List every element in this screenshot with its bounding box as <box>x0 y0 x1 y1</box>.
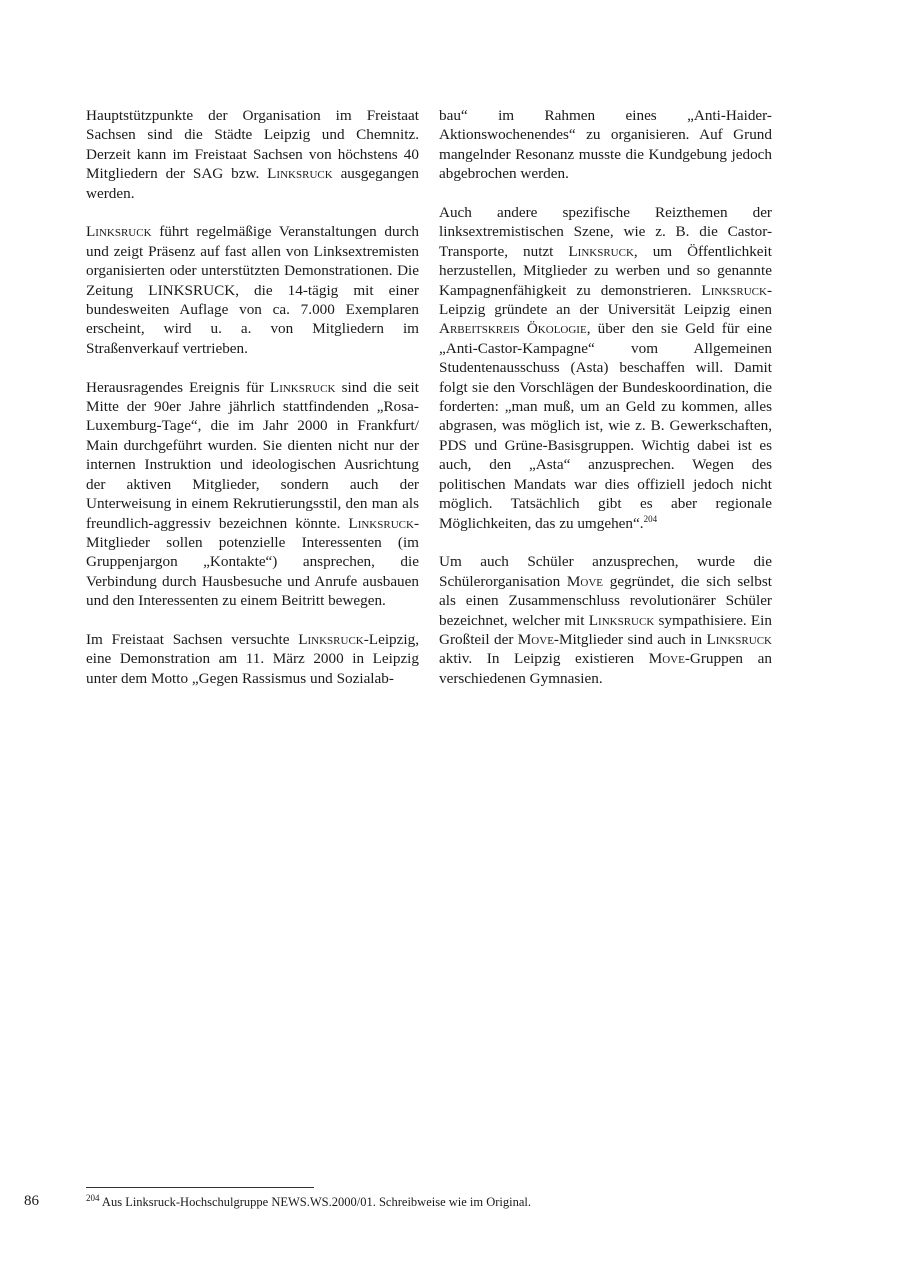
org-name: Linksruck <box>701 281 767 299</box>
org-name: Move <box>517 630 554 648</box>
text: sind die seit Mitte der 90er Jahre jährlich stattfindenden „Rosa-Luxemburg-Tage“, die im Jahr 2000 in Frankfurt/ Main durchgeführt wurden. Sie dienten nicht nur der internen Instruktion und ideologischen Ausrichtung der aktiven Mitglieder, sondern auch der Unterweisung in einem Rekrutierungsstil, den man als freundlich-aggressiv bezeichnen könnte. <box>86 378 420 532</box>
footnote-rule <box>86 1187 314 1188</box>
org-name: Linksruck <box>267 165 333 183</box>
text: -Mitglieder sollen potenzielle Interessenten (im Gruppenjargon „Kontakte“) ansprechen, die Verbindung durch Hausbesuche und Anrufe ausbauen und den Interessenten zu einem Beitritt bewegen. <box>86 514 419 610</box>
text: ausgegangen werden. <box>86 165 419 202</box>
text: führt regelmäßige Veranstaltungen durch und zeigt Präsenz auf fast allen von Linksextremisten organisierten oder unterstützten Demonstrationen. Die Zeitung LINKSRUCK, die 14-tägig mit einer bundesweiten Auflage von ca. 7.000 Exemplaren erscheint, wird u. a. von Mitgliedern im Straßenverkauf vertrieben. <box>86 223 419 357</box>
org-name: Linksruck <box>86 223 152 241</box>
paragraph: bau“ im Rahmen eines „Anti-Haider-Aktionswochenendes“ zu organisieren. Auf Grund mangelnder Resonanz musste die Kundgebung jedoch abgebrochen werden. <box>439 107 772 183</box>
paragraph <box>86 106 419 203</box>
org-name: Linksruck <box>269 378 336 396</box>
footnote-number: 204 <box>86 1192 100 1203</box>
text: -Leipzig, eine Demonstration am 11. März 2000 in Leipzig unter dem Motto „Gegen Rassismus und Sozialab- <box>86 630 419 687</box>
text: aktiv. In Leipzig existieren <box>439 650 649 668</box>
org-name: Linksruck <box>588 611 655 629</box>
page-number: 86 <box>24 1193 39 1209</box>
org-name: Linksruck <box>706 630 772 648</box>
org-name: Linksruck <box>568 242 634 260</box>
text: gegründet, die sich selbst als einen Zusammenschluss revolutionärer Schüler bezeichnet, welcher mit <box>439 572 772 629</box>
left-column <box>86 106 419 708</box>
text: , über den sie Geld für eine „Anti-Castor-Kampagne“ vom Allgemeinen Studentenausschuss (Asta) beschaffen will. Damit folgt sie den Vorschlägen der Bundeskoordination, die forderten: „man muß, um an Geld zu kommen, alles abgrasen, was möglich ist, wie z. B. Gewerkschaften, PDS und Grüne-Basisgruppen. Wichtig dabei ist es auch, den „Asta“ anzusprechen. Wegen des politischen Mandats war dies offiziell jedoch nicht möglich. Tatsächlich gibt es aber regionale Möglichkeiten, das zu umgehen“. <box>439 320 772 532</box>
text: Herausragendes Ereignis für <box>86 378 270 396</box>
org-name: Move <box>566 572 604 590</box>
org-name: Move <box>648 650 685 668</box>
paragraph <box>439 203 772 533</box>
org-name: Arbeitskreis Ökologie <box>439 320 587 338</box>
text: -Leipzig gründete an der Universität Leipzig einen <box>439 281 772 319</box>
text: -Mitglieder sind auch in <box>553 630 707 648</box>
paragraph <box>86 630 419 688</box>
text: Im Freistaat Sachsen versuchte <box>86 630 299 648</box>
org-name: Linksruck <box>298 630 364 648</box>
text: sympathisiere. Ein Großteil der <box>439 611 772 648</box>
org-name: Linksruck <box>348 514 414 532</box>
footnote-marker: 204 <box>643 513 658 524</box>
paragraph <box>86 222 419 358</box>
footnote-text: Aus Linksruck-Hochschulgruppe NEWS.WS.2000/01. Schreibweise wie im Original. <box>99 1195 532 1209</box>
text: Hauptstützpunkte der Organisation im Freistaat Sachsen sind die Städte Leipzig und Chemnitz. Derzeit kann im Freistaat Sachsen von höchstens 40 Mitgliedern der SAG bzw. <box>86 107 419 183</box>
text: -Gruppen an verschiedenen Gymnasien. <box>439 650 772 687</box>
paragraph <box>439 552 772 688</box>
text: Auch andere spezifische Reizthemen der linksextremistischen Szene, wie z. B. die Castor-Transporte, nutzt <box>439 204 772 260</box>
text: Um auch Schüler anzusprechen, wurde die Schülerorganisation <box>439 553 772 590</box>
right-column <box>439 106 772 708</box>
text: , um Öffentlichkeit herzustellen, Mitglieder zu werben und so genannte Kampagnenfähigkeit zu demonstrieren. <box>439 242 772 299</box>
paragraph <box>86 378 419 611</box>
footnote <box>86 1194 531 1210</box>
